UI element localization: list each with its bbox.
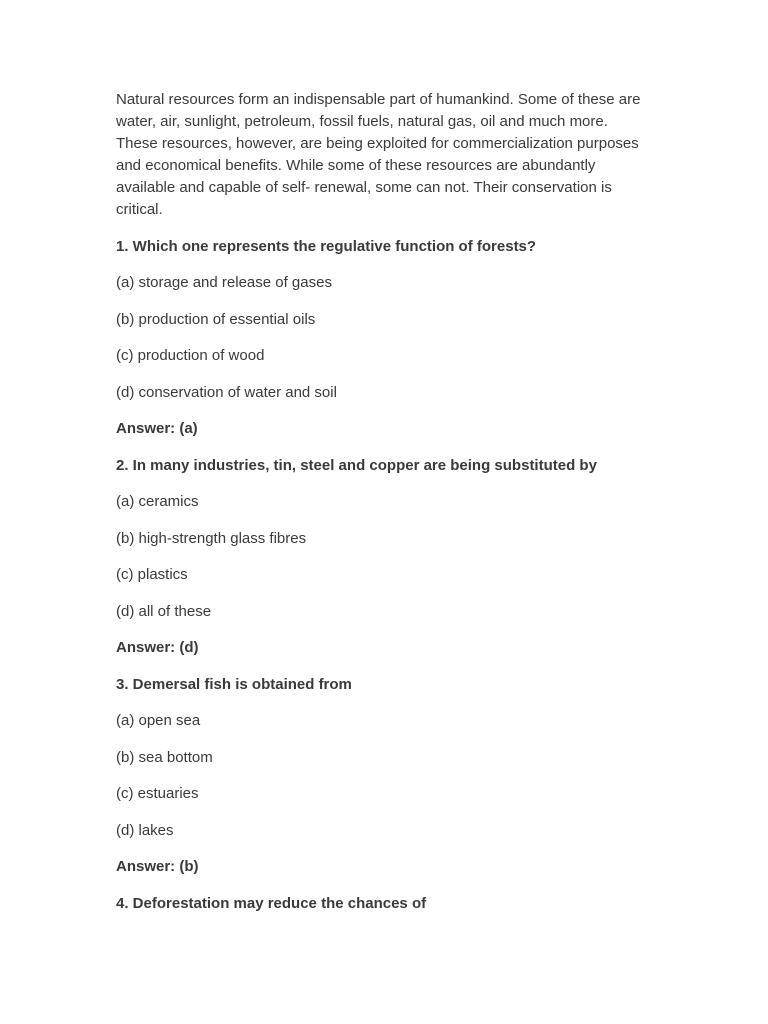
question-2-answer: Answer: (d) <box>116 639 199 656</box>
question-1-answer: Answer: (a) <box>116 420 198 437</box>
question-3-option-d: (d) lakes <box>116 821 174 839</box>
intro-paragraph: Natural resources form an indispensable part of humankind. Some of these are water, air, sunlight, petroleum, fossil fuels, natural gas, oil and much more. These resources, however, are being exploited for commercialization purposes and economical benefits. While some of these resources are abundantly available and capable of self- renewal, some can not. Their conservation is critical. <box>116 91 641 218</box>
question-2-option-b: (b) high-strength glass fibres <box>116 529 307 547</box>
question-2-option-c: (c) plastics <box>116 566 188 583</box>
question-2-option-a: (a) ceramics <box>116 493 199 510</box>
question-3: 3. Demersal fish is obtained from <box>116 675 352 693</box>
question-2-option-d: (d) all of these <box>116 602 212 620</box>
question-3-option-c: (c) estuaries <box>116 785 199 802</box>
question-2: 2. In many industries, tin, steel and copper are being substituted by <box>116 456 597 474</box>
question-3-option-b: (b) sea bottom <box>116 748 213 766</box>
question-4: 4. Deforestation may reduce the chances of <box>116 894 427 912</box>
question-1-option-c: (c) production of wood <box>116 347 265 364</box>
question-1-option-d: (d) conservation of water and soil <box>116 383 337 401</box>
question-1-option-b: (b) production of essential oils <box>116 310 316 328</box>
question-3-option-a: (a) open sea <box>116 712 201 729</box>
question-1: 1. Which one represents the regulative function of forests? <box>116 237 537 255</box>
document-content <box>116 89 646 915</box>
question-3-answer: Answer: (b) <box>116 858 199 875</box>
question-1-option-a: (a) storage and release of gases <box>116 274 332 291</box>
